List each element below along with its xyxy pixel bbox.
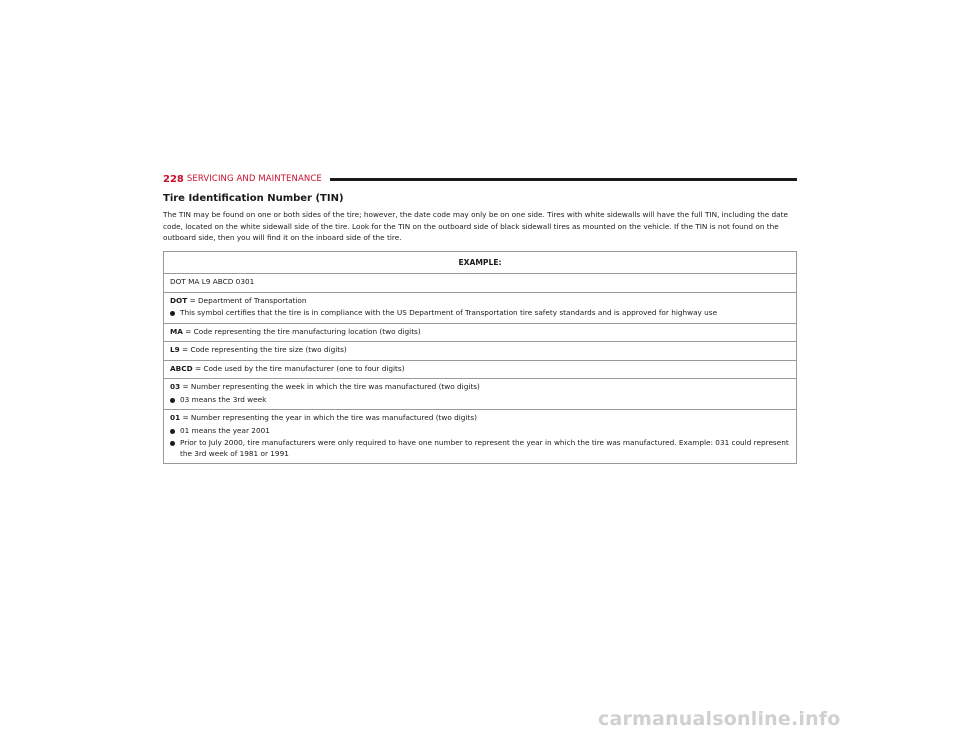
bullet-list: [170, 308, 790, 319]
table-row: [164, 379, 797, 410]
bullet-text: 01 means the year 2001: [180, 425, 270, 435]
page-content: [163, 193, 797, 464]
list-item: [170, 308, 790, 319]
page-number: 228: [163, 173, 184, 185]
table-row: [164, 360, 797, 379]
table-cell: [164, 360, 797, 379]
table-heading: EXAMPLE:: [164, 251, 797, 274]
term-definition: = Number representing the year in which the tire was manufactured (two digits): [180, 413, 477, 423]
list-item: [170, 426, 790, 437]
site-watermark: carmanualsonline.info: [598, 708, 841, 730]
table-cell: [164, 342, 797, 361]
intro-paragraph: The TIN may be found on one or both sides of the tire; however, the date code may only be on one side. Tires with white sidewalls will have the full TIN, including the date code, located on the white sidewall side of the tire. Look for the TIN on the outboard side of black sidewall tires as mounted on the vehicle. If the TIN is not found on the outboard side, then you will find it on the inboard side of the tire.: [163, 210, 788, 243]
table-row: [164, 323, 797, 342]
example-code: DOT MA L9 ABCD 0301: [164, 274, 797, 293]
term-label: 01: [170, 413, 181, 423]
term-label: MA: [170, 326, 183, 336]
bullet-icon: [170, 311, 175, 316]
table-row: [164, 410, 797, 464]
list-item: [170, 395, 790, 406]
bullet-icon: [170, 398, 175, 403]
table-cell: [164, 379, 797, 410]
table-row: [164, 342, 797, 361]
bullet-icon: [170, 441, 175, 446]
page-header: [163, 171, 797, 187]
bullet-text: This symbol certifies that the tire is in compliance with the US Department of Transportation tire safety standards and is approved for highway use: [180, 308, 718, 318]
header-rule: [330, 178, 797, 181]
term-definition: = Department of Transportation: [187, 295, 307, 305]
table-row: [164, 292, 797, 323]
section-heading: Tire Identification Number (TIN): [163, 193, 344, 204]
section-title: SERVICING AND MAINTENANCE: [186, 174, 322, 184]
table-row: [164, 274, 797, 293]
bullet-text: 03 means the 3rd week: [180, 394, 267, 404]
bullet-icon: [170, 429, 175, 434]
term-label: DOT: [170, 295, 188, 305]
term-definition: = Code representing the tire manufacturing location (two digits): [182, 326, 421, 336]
bullet-text: Prior to July 2000, tire manufacturers were only required to have one number to represent the year in which the tire was manufactured. Example: 031 could represent the 3rd week of 1981 or 1991: [180, 438, 789, 458]
term-definition: = Code representing the tire size (two digits): [179, 345, 347, 355]
list-item: [170, 438, 790, 459]
table-cell: [164, 323, 797, 342]
term-definition: = Code used by the tire manufacturer (one to four digits): [192, 363, 405, 373]
term-label: ABCD: [170, 363, 193, 373]
table-cell: [164, 292, 797, 323]
term-label: 03: [170, 382, 181, 392]
term-label: L9: [170, 345, 180, 355]
bullet-list: [170, 395, 790, 406]
term-definition: = Number representing the week in which the tire was manufactured (two digits): [180, 382, 480, 392]
table-header-row: [164, 251, 797, 274]
bullet-list: [170, 426, 790, 460]
tin-example-table: [163, 251, 797, 465]
table-cell: [164, 410, 797, 464]
